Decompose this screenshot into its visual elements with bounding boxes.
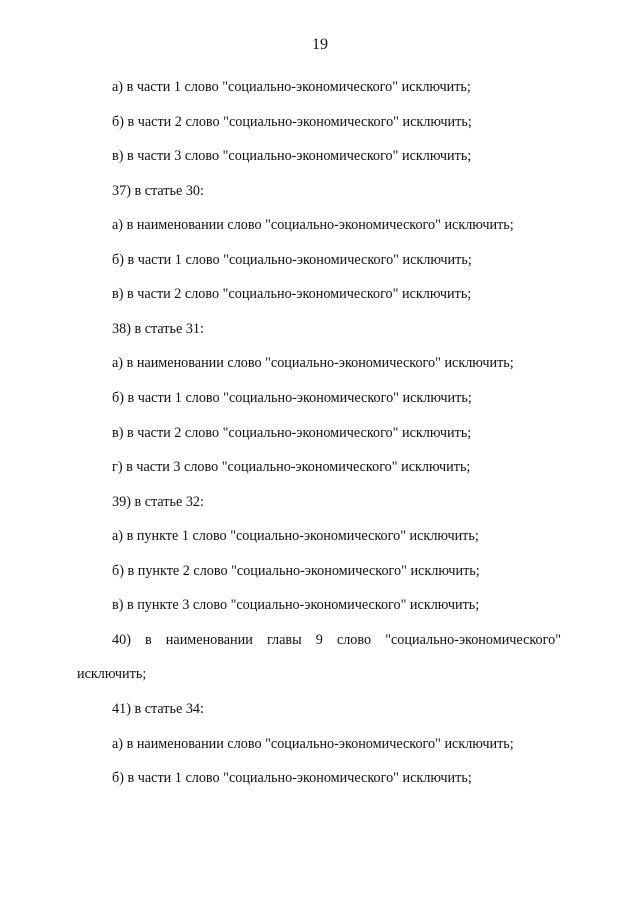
paragraph-39b: б) в пункте 2 слово "социально-экономического" исключить;	[112, 563, 480, 579]
paragraph-38c: в) в части 2 слово "социально-экономического" исключить;	[112, 425, 472, 441]
page-number: 19	[312, 36, 328, 53]
paragraph-41a: а) в наименовании слово "социально-экономического" исключить;	[112, 736, 514, 752]
paragraph-36a: а) в части 1 слово "социально-экономического" исключить;	[112, 79, 471, 95]
paragraph-41b: б) в части 1 слово "социально-экономического" исключить;	[112, 770, 472, 786]
paragraph-41: 41) в статье 34:	[112, 701, 204, 717]
paragraph-38d: г) в части 3 слово "социально-экономического" исключить;	[112, 459, 471, 475]
paragraph-40: 40) в наименовании главы 9 слово "социально-экономического"	[112, 632, 561, 648]
paragraph-39c: в) в пункте 3 слово "социально-экономического" исключить;	[112, 597, 480, 613]
paragraph-38a: а) в наименовании слово "социально-экономического" исключить;	[112, 355, 514, 371]
paragraph-39: 39) в статье 32:	[112, 494, 204, 510]
paragraph-37b: б) в части 1 слово "социально-экономического" исключить;	[112, 252, 472, 268]
paragraph-36c: в) в части 3 слово "социально-экономического" исключить;	[112, 148, 472, 164]
paragraph-36b: б) в части 2 слово "социально-экономического" исключить;	[112, 114, 472, 130]
paragraph-37a: а) в наименовании слово "социально-экономического" исключить;	[112, 217, 514, 233]
paragraph-37c: в) в части 2 слово "социально-экономического" исключить;	[112, 286, 472, 302]
paragraph-40-continuation: исключить;	[77, 666, 147, 682]
paragraph-38: 38) в статье 31:	[112, 321, 204, 337]
paragraph-37: 37) в статье 30:	[112, 183, 204, 199]
paragraph-38b: б) в части 1 слово "социально-экономического" исключить;	[112, 390, 472, 406]
paragraph-39a: а) в пункте 1 слово "социально-экономического" исключить;	[112, 528, 479, 544]
